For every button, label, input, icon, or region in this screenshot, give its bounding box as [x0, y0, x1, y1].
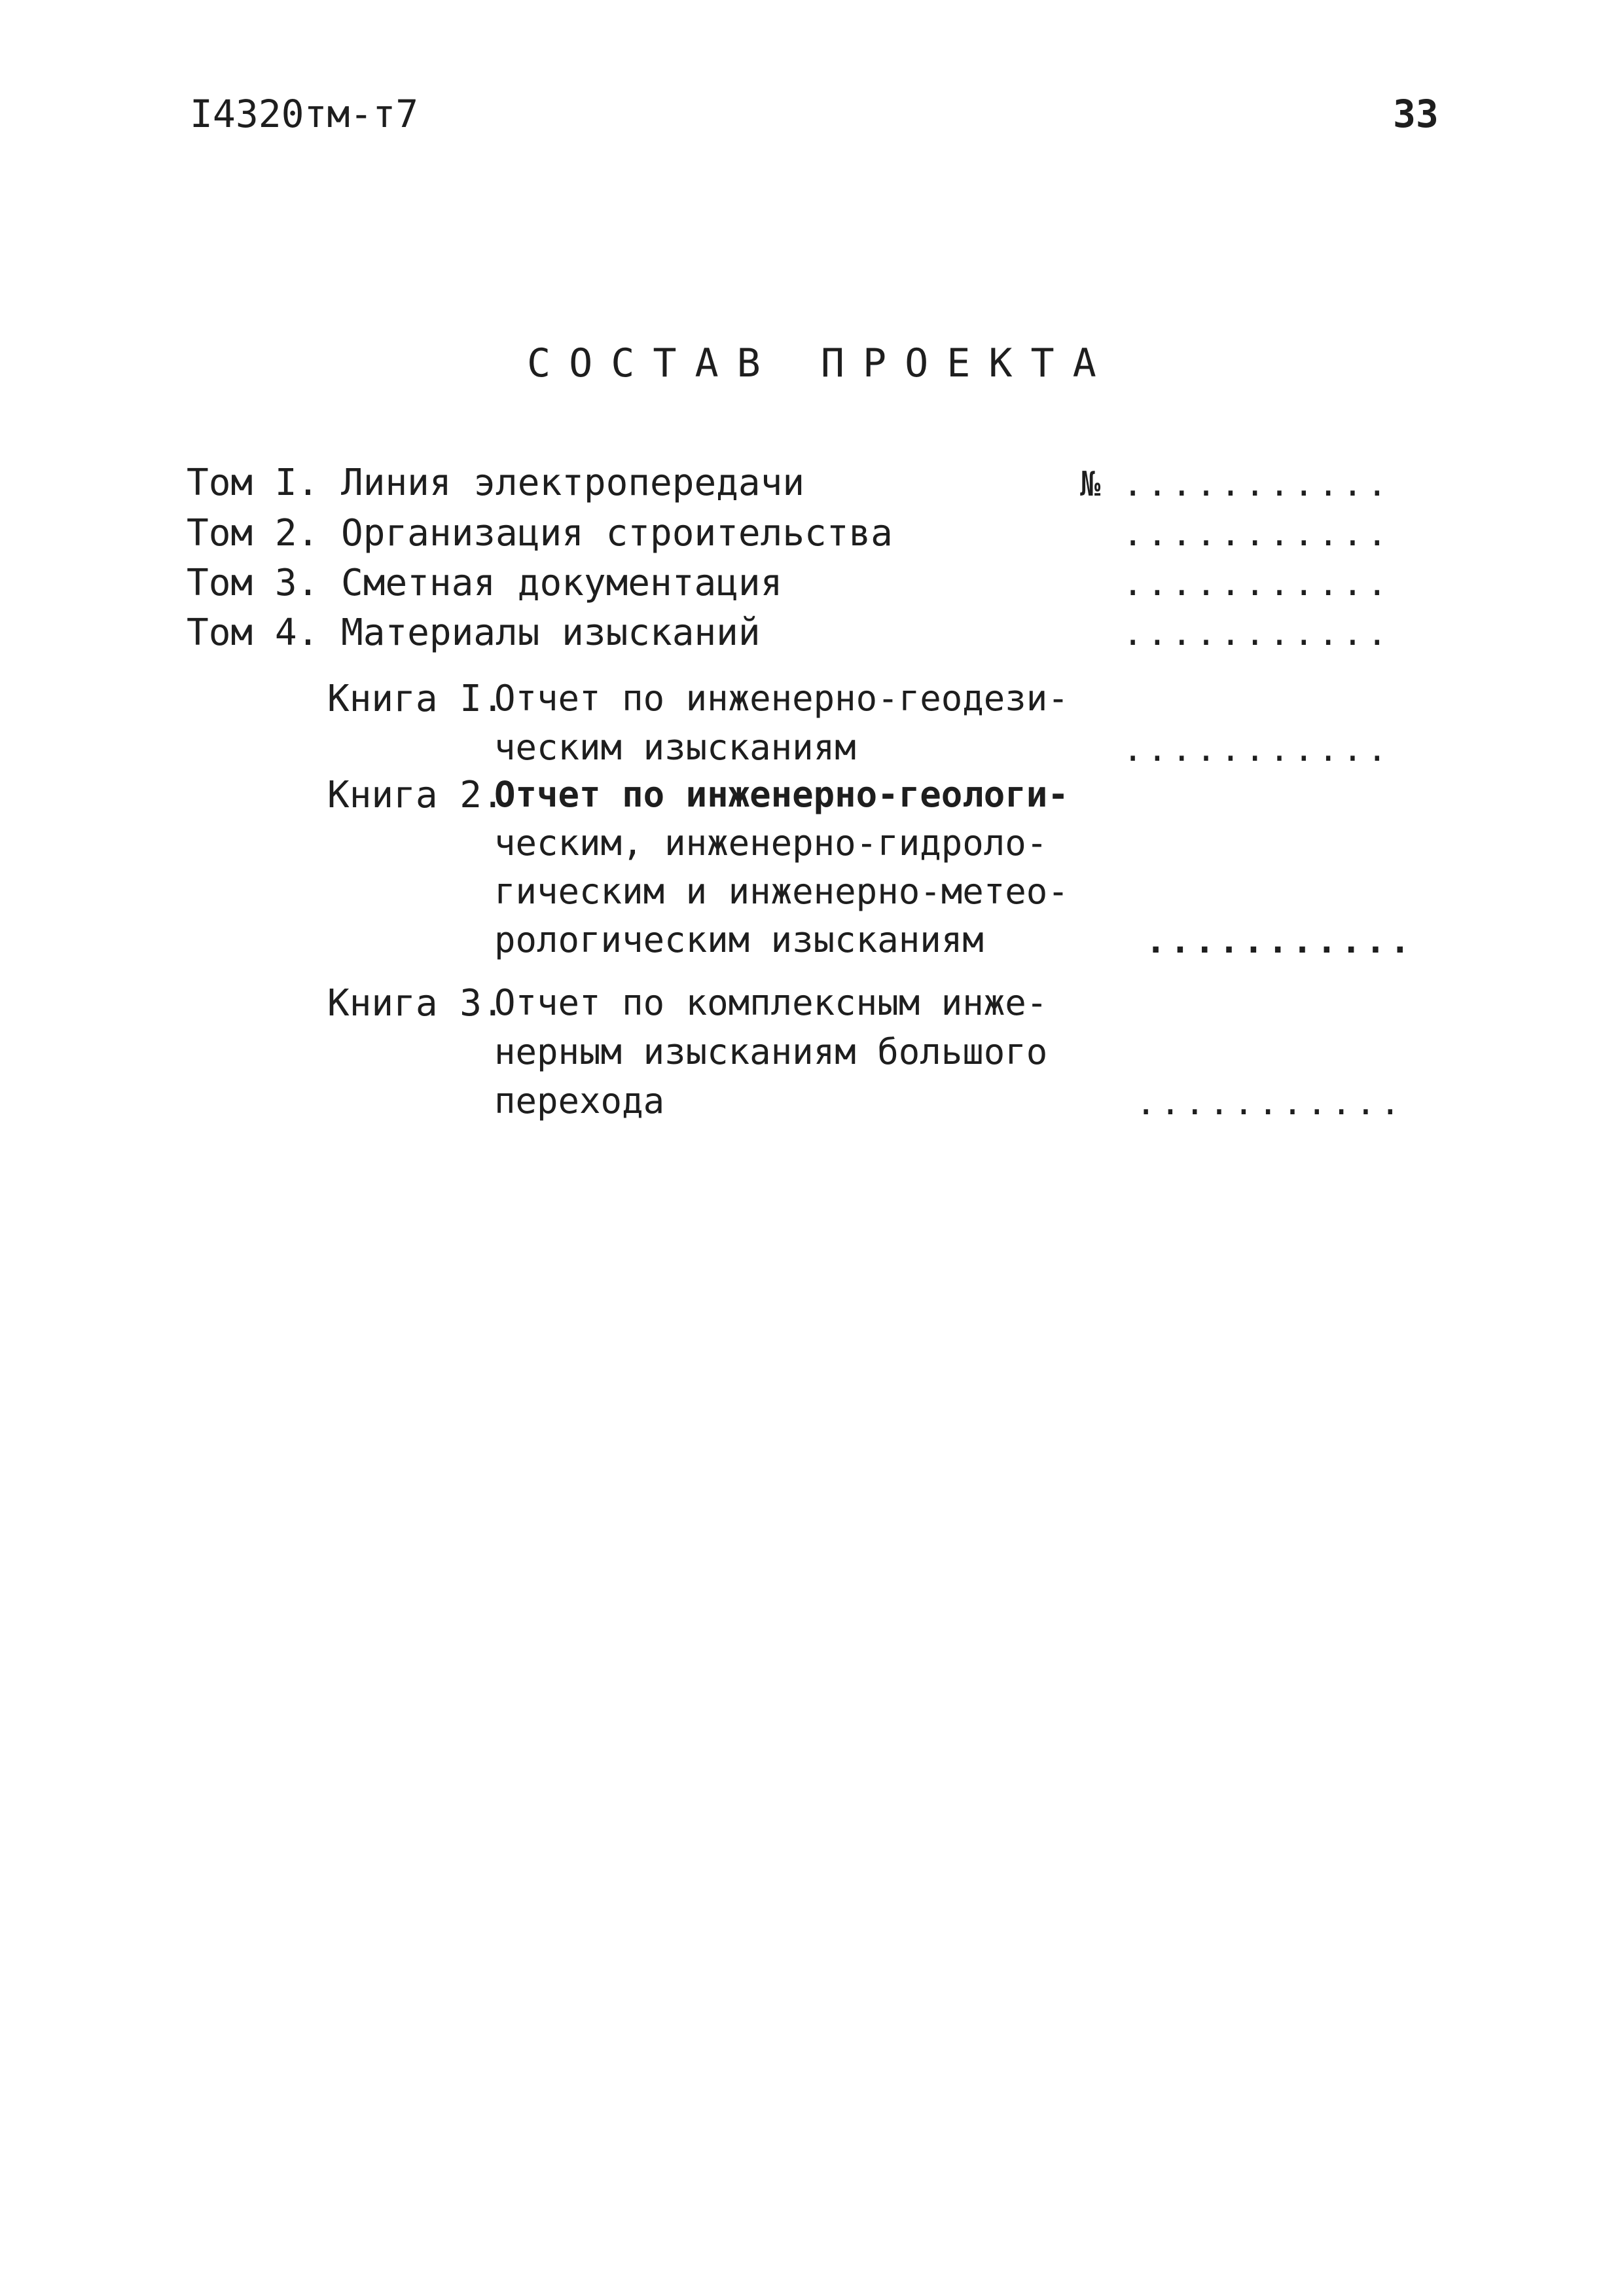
volume-prefix: Том 4. [187, 611, 319, 654]
leader-dots: ........... [1123, 730, 1392, 769]
book-line: рологическим изысканиям [494, 919, 984, 960]
volume-item [187, 462, 804, 504]
page-title: СОСТАВ ПРОЕКТА [527, 340, 1115, 386]
volume-item [187, 611, 761, 654]
volume-title: Линия электропередачи [341, 462, 805, 504]
document-code: I4320тм-т7 [190, 92, 419, 136]
leader-dots: ........... [1146, 922, 1415, 961]
book-prefix: Книга I. [327, 678, 504, 720]
page-number: 33 [1393, 92, 1439, 136]
book-line: гическим и инженерно-метео- [494, 871, 1069, 912]
book-prefix: Книга 3. [327, 982, 504, 1025]
leader-dots: ........... [1136, 1084, 1405, 1123]
book-prefix: Книга 2. [327, 774, 504, 816]
volume-prefix: Том 2. [187, 512, 319, 555]
volume-prefix: Том I. [187, 462, 319, 504]
volume-title: Материалы изысканий [341, 611, 761, 654]
leader-dots: ........... [1123, 564, 1392, 604]
book-line: Отчет по комплексным инже- [494, 982, 1048, 1023]
book-line: ческим изысканиям [494, 727, 856, 768]
volume-prefix: Том 3. [187, 562, 319, 604]
volume-item [187, 512, 893, 555]
volume-title: Организация строительства [341, 512, 893, 555]
book-line: Отчет по инженерно-геологи- [494, 774, 1069, 815]
volume-item [187, 562, 782, 604]
number-sign: № [1080, 465, 1101, 504]
volume-title: Сметная документация [341, 562, 783, 604]
book-line: нерным изысканиям большого [494, 1031, 1048, 1072]
leader-dots: ........... [1123, 614, 1392, 653]
book-line: Отчет по инженерно-геодези- [494, 678, 1069, 719]
leader-dots: ........... [1123, 465, 1392, 504]
book-line: ческим, инженерно-гидроло- [494, 822, 1048, 864]
leader-dots: ........... [1123, 515, 1392, 554]
book-line: перехода [494, 1080, 665, 1121]
